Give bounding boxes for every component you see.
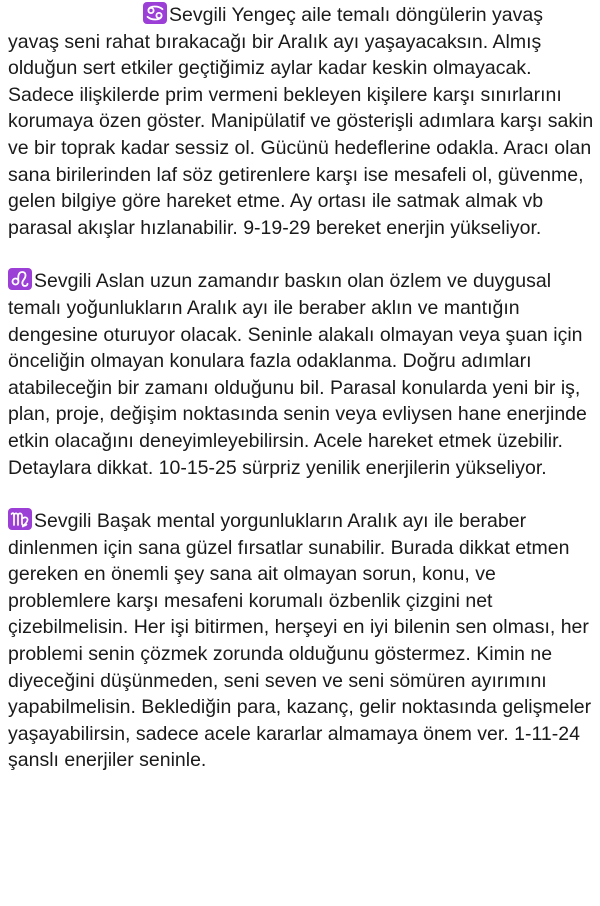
- cancer-paragraph: [8, 2, 594, 241]
- leo-zodiac-icon: [8, 268, 32, 290]
- cancer-zodiac-icon: [143, 2, 167, 24]
- leo-paragraph-text: Sevgili Aslan uzun zamandır baskın olan özlem ve duygusal temalı yoğunlukların Aralık ayı ile beraber aklın ve mantığın dengesine oturuyor olacak. Seninle alakalı olmayan veya şuan için önceliğin olmayan konulara fazla odaklanma. Doğru adımları atabileceğin bir zamanı olduğunu bil. Parasal konularda yeni bir iş, plan, proje, değişim noktasında senin veya evliysen hane enerjinde etkin olacağını deneyimleyebilirsin. Acele hareket etmek üzebilir. Detaylara dikkat. 10-15-25 sürpriz yenilik enerjilerin yükseliyor.: [8, 270, 587, 479]
- virgo-paragraph: [8, 508, 594, 774]
- cancer-paragraph-text: Sevgili Yengeç aile temalı döngülerin yavaş yavaş seni rahat bırakacağı bir Aralık ayı yaşayacaksın. Almış olduğun sert etkiler geçtiğimiz aylar kadar keskin olmayacak. Sadece ilişkilerde prim vermeni bekleyen kişilere karşı sınırlarını korumaya özen göster. Manipülatif ve gösterişli adımlara karşı sakin ve bir toprak kadar sessiz ol. Gücünü hedeflerine odakla. Aracı olan sana birilerinden laf söz getirenlere karşı ise mesafeli ol, güvenme, gelen bilgiye göre hareket etme. Ay ortası ile satmak almak vb parasal akışlar hızlanabilir. 9-19-29 bereket enerjin yükseliyor.: [8, 4, 594, 239]
- virgo-zodiac-icon: [8, 508, 32, 530]
- leo-paragraph: [8, 268, 594, 481]
- virgo-paragraph-text: Sevgili Başak mental yorgunlukların Aralık ayı ile beraber dinlenmen için sana güzel fırsatlar sunabilir. Burada dikkat etmen gereken en önemli şey sana ait olmayan sorun, konu, ve problemlere karşı mesafeni korumalı özbenlik çizgini net çizebilmelisin. Her işi bitirmen, herşeyi en iyi bilenin sen olması, her problemi senin çözmek zorunda olduğunu göstermez. Kimin ne diyeceğini düşünmeden, seni seven ve seni sömüren ayırımını yapabilmelisin. Beklediğin para, kazanç, gelir noktasında gelişmeler yaşayabilirsin, sadece acele kararlar almamaya önem ver. 1-11-24 şanslı enerjiler seninle.: [8, 510, 592, 772]
